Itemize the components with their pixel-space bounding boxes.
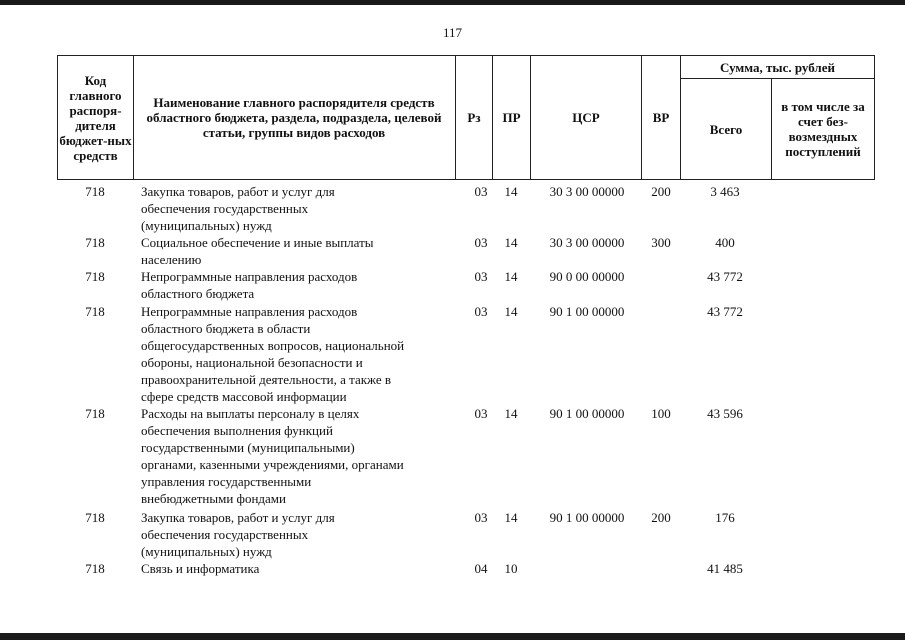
header-pr: ПР xyxy=(502,110,521,125)
cell-rz: 03 xyxy=(474,406,488,421)
cell-code: 718 xyxy=(85,561,105,576)
cell-total: 41 485 xyxy=(707,561,743,576)
header-total: Всего xyxy=(709,121,743,137)
cell-pr: 10 xyxy=(504,561,518,576)
header-bottom-line xyxy=(57,179,875,180)
cell-pr: 14 xyxy=(504,304,518,319)
cell-name: Непрограммные направления расходов областного бюджета в области общегосударственных вопросов, национальной обороны, национальной безопасности и правоохранительной деятельности, а также в сфере средств массовой информации xyxy=(141,304,405,404)
cell-pr: 14 xyxy=(504,510,518,525)
cell-name: Расходы на выплаты персоналу в целях обеспечения выполнения функций государственными (муниципальными) органами, казенными учреждениями, органами управления государственными внебюджетными фондами xyxy=(141,406,404,506)
cell-vr: 200 xyxy=(651,510,671,525)
cell-name: Связь и информатика xyxy=(141,561,260,576)
cell-code: 718 xyxy=(85,304,105,319)
cell-total: 43 772 xyxy=(707,269,743,284)
cell-rz: 03 xyxy=(474,510,488,525)
cell-csr: 90 0 00 00000 xyxy=(549,269,625,284)
header-name: Наименование главного распорядителя средств областного бюджета, раздела, подраздела, целевой статьи, группы видов расходов xyxy=(146,95,442,140)
cell-csr: 90 1 00 00000 xyxy=(549,304,625,319)
cell-rz: 03 xyxy=(474,184,488,199)
cell-total: 400 xyxy=(715,235,735,250)
cell-code: 718 xyxy=(85,269,105,284)
cell-code: 718 xyxy=(85,510,105,525)
header-csr: ЦСР xyxy=(572,110,600,125)
column-divider xyxy=(874,55,875,180)
cell-csr: 90 1 00 00000 xyxy=(549,406,625,421)
header-sum: Сумма, тыс. рублей xyxy=(720,59,835,75)
cell-name: Закупка товаров, работ и услуг для обеспечения государственных (муниципальных) нужд xyxy=(141,510,335,559)
cell-csr: 30 3 00 00000 xyxy=(549,184,625,199)
cell-total: 43 772 xyxy=(707,304,743,319)
cell-name: Закупка товаров, работ и услуг для обеспечения государственных (муниципальных) нужд xyxy=(141,184,335,233)
cell-name: Непрограммные направления расходов областного бюджета xyxy=(141,269,358,301)
cell-rz: 03 xyxy=(474,304,488,319)
cell-csr: 90 1 00 00000 xyxy=(549,510,625,525)
cell-total: 3 463 xyxy=(710,184,740,199)
cell-pr: 14 xyxy=(504,406,518,421)
column-divider xyxy=(133,55,134,180)
cell-csr: 30 3 00 00000 xyxy=(549,235,625,250)
header-free-receipts: в том числе за счет без-возмездных поступлений xyxy=(781,99,865,159)
cell-pr: 14 xyxy=(504,269,518,284)
cell-pr: 14 xyxy=(504,235,518,250)
cell-code: 718 xyxy=(85,406,105,421)
cell-name: Социальное обеспечение и иные выплаты населению xyxy=(141,235,374,267)
cell-vr: 300 xyxy=(651,235,671,250)
cell-code: 718 xyxy=(85,235,105,250)
header-code: Код главного распоря-дителя бюджет-ных средств xyxy=(59,72,132,163)
cell-rz: 03 xyxy=(474,235,488,250)
cell-total: 176 xyxy=(715,510,735,525)
cell-vr: 200 xyxy=(651,184,671,199)
header-vr: ВР xyxy=(652,110,670,125)
cell-rz: 03 xyxy=(474,269,488,284)
cell-code: 718 xyxy=(85,184,105,199)
cell-vr: 100 xyxy=(651,406,671,421)
top-border-bar xyxy=(0,0,905,5)
header-rz: Рз xyxy=(467,110,481,125)
cell-pr: 14 xyxy=(504,184,518,199)
cell-rz: 04 xyxy=(474,561,488,576)
page-number: 117 xyxy=(442,25,463,40)
cell-total: 43 596 xyxy=(707,406,743,421)
bottom-border-bar xyxy=(0,633,905,640)
